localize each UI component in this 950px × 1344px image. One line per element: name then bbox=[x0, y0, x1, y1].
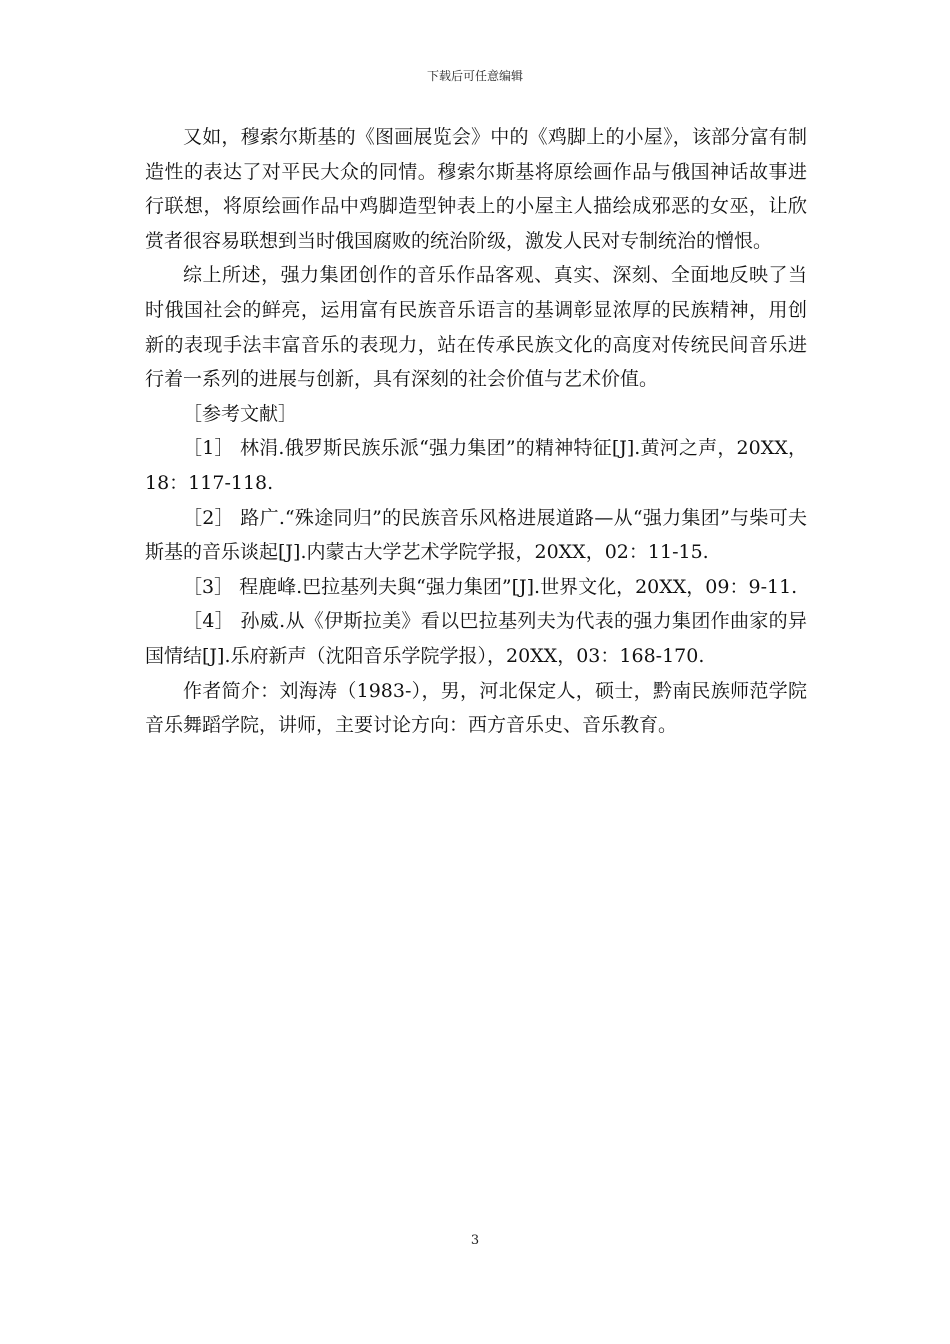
page-number: 3 bbox=[470, 1233, 480, 1248]
reference-item-3: ［3］ 程鹿峰.巴拉基列夫與“强力集团”[J].世界文化，20XX，09：9-11. bbox=[183, 575, 798, 598]
reference-item-1: ［1］ 林涓.俄罗斯民族乐派“强力集团”的精神特征[J].黄河之声，20XX，18：117-118. bbox=[145, 437, 807, 494]
author-bio: 作者简介：刘海涛（1983-），男，河北保定人，硕士，黔南民族师范学院音乐舞蹈学院，讲师，主要讨论方向：西方音乐史、音乐教育。 bbox=[145, 679, 807, 737]
reference-item-2: ［2］ 路广.“殊途同归”的民族音乐风格进展道路—从“强力集团”与柴可夫斯基的音乐谈起[J].内蒙古大学艺术学院学报，20XX，02：11-15. bbox=[145, 506, 807, 564]
paragraph-conclusion: 综上所述，强力集团创作的音乐作品客观、真实、深刻、全面地反映了当时俄国社会的鲜亮，运用富有民族音乐语言的基调彰显浓厚的民族精神，用创新的表现手法丰富音乐的表现力，站在传承民族文化的高度对传统民间音乐进行着一系列的进展与创新，具有深刻的社会价值与艺术价值。 bbox=[145, 264, 807, 391]
page-header: 下载后可任意编辑 bbox=[426, 69, 523, 83]
document-body bbox=[145, 120, 807, 743]
references-heading: ［参考文献］ bbox=[183, 402, 298, 425]
paragraph-example: 又如，穆索尔斯基的《图画展览会》中的《鸡脚上的小屋》，该部分富有制造性的表达了对平民大众的同情。穆索尔斯基将原绘画作品与俄国神话故事进行联想，将原绘画作品中鸡脚造型钟表上的小屋主人描绘成邪恶的女巫，让欣赏者很容易联想到当时俄国腐败的统治阶级，激发人民对专制统治的憎恨。 bbox=[145, 126, 807, 252]
reference-item-4: ［4］ 孙威.从《伊斯拉美》看以巴拉基列夫为代表的强力集团作曲家的异国情结[J].乐府新声（沈阳音乐学院学报），20XX，03：168-170. bbox=[145, 610, 807, 667]
